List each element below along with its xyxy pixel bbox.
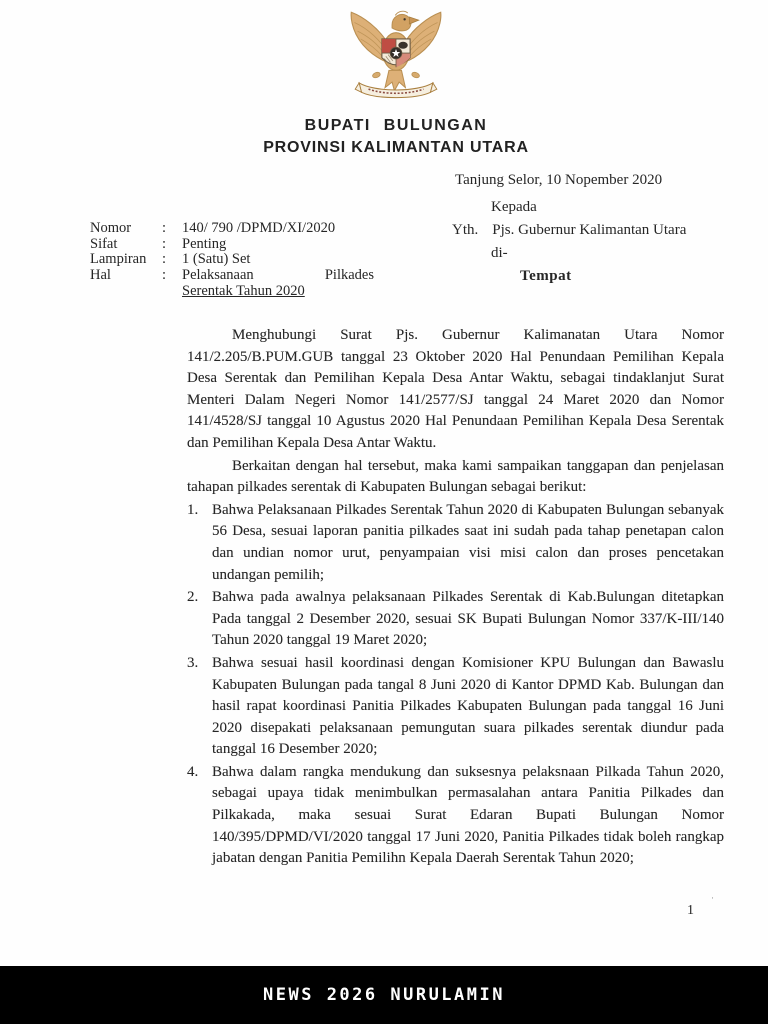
di-label: di- xyxy=(491,245,508,261)
list-item-text: Bahwa Pelaksanaan Pilkades Serentak Tahun 2020 di Kabupaten Bulungan sebanyak 56 Desa, sesuai laporan panitia pilkades saat ini sudah pada tahap penetapan calon dan undian nomor urut, penyampaian visi misi calon dan proses pencetakan undangan pemilih; xyxy=(212,501,724,583)
meta-field-nomor xyxy=(90,221,390,237)
meta-label: Hal xyxy=(90,266,111,283)
letterhead xyxy=(12,6,768,157)
meta-field-hal xyxy=(90,268,390,300)
recipient-row xyxy=(452,222,686,239)
meta-value xyxy=(182,268,390,300)
list-item-4 xyxy=(187,762,724,870)
meta-value-line2-underlined: Serentak Tahun 2020 xyxy=(182,283,305,299)
list-item-2 xyxy=(187,587,724,652)
garuda-pancasila-emblem xyxy=(337,6,455,108)
meta-value: 140/ 790 /DPMD/XI/2020 xyxy=(182,220,336,236)
list-item-number: 4. xyxy=(187,763,199,780)
meta-value: 1 (Satu) Set xyxy=(182,251,251,267)
meta-colon: : xyxy=(162,235,167,252)
list-item-text: Bahwa pada awalnya pelaksanaan Pilkades Serentak di Kab.Bulungan ditetapkan Pada tanggal 2 Desember 2020, sesuai SK Bupati Bulungan Nomor 337/K-III/140 Tahun 2020 tanggal 19 Maret 2020; xyxy=(212,589,724,649)
scan-speck: · xyxy=(711,893,714,903)
watermark-text: NEWS 2026 NURULAMIN xyxy=(263,985,505,1005)
meta-colon: : xyxy=(162,251,167,267)
meta-colon: : xyxy=(162,220,167,236)
date-line: Tanjung Selor, 10 Nopember 2020 xyxy=(455,172,663,188)
letterhead-subtitle: PROVINSI KALIMANTAN UTARA xyxy=(263,139,529,156)
letter-body xyxy=(187,325,724,871)
yth-label: Yth. xyxy=(452,222,479,238)
list-item-text: Bahwa sesuai hasil koordinasi dengan Komisioner KPU Bulungan dan Bawaslu Kabupaten Bulungan pada tangal 8 Juni 2020 di Kantor DPMD Kab. Bulungan dan hasil rapat koordinasi Panitia Pilkades Kabupaten Bulungan pada tanggal 16 Juni 2020 disepakati pelaksanaan pemungutan suara pilkades serentak diundur pada tanggal 16 Desember 2020; xyxy=(212,654,724,758)
meta-colon: : xyxy=(162,266,167,283)
meta-label: Lampiran xyxy=(90,251,147,267)
watermark-bar xyxy=(0,966,768,1024)
page-number: 1 xyxy=(687,903,694,918)
list-item-3 xyxy=(187,653,724,761)
list-item-text: Bahwa dalam rangka mendukung dan suksesnya pelaksnaan Pilkada Tahun 2020, sebagai upaya tidak menimbulkan permasalahan antara Panitia Pilkades dan Pilkakada, maka sesuai Surat Edaran Bupati Bulungan Nomor 140/395/DPMD/VI/2020 tanggal 17 Juni 2020, Panitia Pilkades tidak boleh rangkap jabatan dengan Panitia Pemilihn Kepala Daerah Serentak Tahun 2020; xyxy=(212,763,724,867)
meta-field-sifat xyxy=(90,237,390,253)
meta-label: Nomor xyxy=(90,220,132,236)
list-item-1 xyxy=(187,500,724,586)
recipient-name: Pjs. Gubernur Kalimantan Utara xyxy=(492,222,687,238)
meta-label: Sifat xyxy=(90,235,118,252)
list-item-number: 1. xyxy=(187,501,199,518)
list-item-number: 2. xyxy=(187,589,199,606)
place-label: Tempat xyxy=(520,268,572,284)
meta-value: Penting xyxy=(182,235,227,252)
list-item-number: 3. xyxy=(187,654,199,671)
letterhead-title: BUPATI BULUNGAN xyxy=(304,117,488,134)
meta-field-lampiran xyxy=(90,252,390,268)
meta-value-line1: Pelaksanaan Pilkades xyxy=(182,266,374,283)
paragraph-1: Menghubungi Surat Pjs. Gubernur Kalimanatan Utara Nomor 141/2.205/B.PUM.GUB tanggal 23 Oktober 2020 Hal Penundaan Pemilihan Kepala Desa Serentak dan Pemilihan Kepala Desa Antar Waktu, sebagai tindaklanjut Surat Menteri Dalam Negeri Nomor 141/2577/SJ tanggal 24 Maret 2020 dan Nomor 141/4528/SJ tanggal 10 Agustus 2020 Hal Penundaan Pemilihan Kepala Desa Serentak dan Pemilihan Kepala Desa Antar Waktu. xyxy=(187,327,724,451)
paragraph-2: Berkaitan dengan hal tersebut, maka kami sampaikan tanggapan dan penjelasan tahapan pilkades serentak di Kabupaten Bulungan sebagai berikut: xyxy=(187,457,724,496)
letter-meta-block xyxy=(90,221,390,300)
kepada-label: Kepada xyxy=(491,199,537,215)
